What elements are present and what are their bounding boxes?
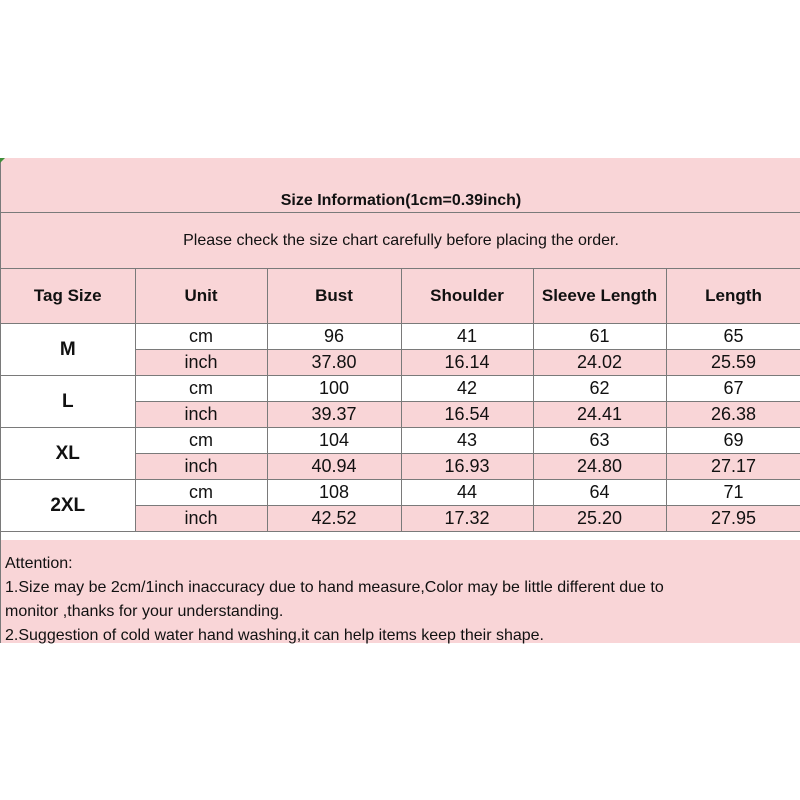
table-row xyxy=(1,480,800,506)
header-unit: Unit xyxy=(135,269,267,324)
size-label: 2XL xyxy=(1,480,135,532)
size-label: M xyxy=(1,324,135,376)
unit-cell: cm xyxy=(135,376,267,402)
unit-cell: inch xyxy=(135,506,267,532)
shoulder-cell: 16.54 xyxy=(401,402,533,428)
attention-line-2: monitor ,thanks for your understanding. xyxy=(5,603,284,620)
sleeve-length-cell: 24.41 xyxy=(533,402,666,428)
sleeve-length-cell: 64 xyxy=(533,480,666,506)
size-table xyxy=(1,269,800,532)
shoulder-cell: 43 xyxy=(401,428,533,454)
shoulder-cell: 16.14 xyxy=(401,350,533,376)
length-cell: 25.59 xyxy=(666,350,800,376)
bust-cell: 108 xyxy=(267,480,401,506)
unit-cell: cm xyxy=(135,428,267,454)
sleeve-length-cell: 63 xyxy=(533,428,666,454)
sleeve-length-cell: 61 xyxy=(533,324,666,350)
chart-title: Size Information(1cm=0.39inch) xyxy=(1,158,800,213)
bust-cell: 104 xyxy=(267,428,401,454)
table-row xyxy=(1,324,800,350)
length-cell: 26.38 xyxy=(666,402,800,428)
corner-mark xyxy=(0,158,5,163)
header-tag-size: Tag Size xyxy=(1,269,135,324)
bust-cell: 42.52 xyxy=(267,506,401,532)
shoulder-cell: 17.32 xyxy=(401,506,533,532)
size-label: XL xyxy=(1,428,135,480)
attention-line-1: 1.Size may be 2cm/1inch inaccuracy due to hand measure,Color may be little different due to xyxy=(5,579,664,596)
bust-cell: 40.94 xyxy=(267,454,401,480)
bust-cell: 96 xyxy=(267,324,401,350)
bust-cell: 39.37 xyxy=(267,402,401,428)
header-sleeve-length: Sleeve Length xyxy=(533,269,666,324)
bust-cell: 100 xyxy=(267,376,401,402)
table-row xyxy=(1,376,800,402)
unit-cell: inch xyxy=(135,402,267,428)
length-cell: 27.95 xyxy=(666,506,800,532)
shoulder-cell: 44 xyxy=(401,480,533,506)
chart-note: Please check the size chart carefully before placing the order. xyxy=(1,213,800,269)
table-row xyxy=(1,428,800,454)
length-cell: 71 xyxy=(666,480,800,506)
unit-cell: cm xyxy=(135,480,267,506)
length-cell: 69 xyxy=(666,428,800,454)
attention-heading: Attention: xyxy=(5,555,73,572)
sleeve-length-cell: 24.80 xyxy=(533,454,666,480)
unit-cell: inch xyxy=(135,350,267,376)
sleeve-length-cell: 24.02 xyxy=(533,350,666,376)
size-label: L xyxy=(1,376,135,428)
shoulder-cell: 41 xyxy=(401,324,533,350)
sleeve-length-cell: 25.20 xyxy=(533,506,666,532)
header-bust: Bust xyxy=(267,269,401,324)
header-row xyxy=(1,269,800,324)
unit-cell: cm xyxy=(135,324,267,350)
sleeve-length-cell: 62 xyxy=(533,376,666,402)
attention-line-3: 2.Suggestion of cold water hand washing,it can help items keep their shape. xyxy=(5,627,544,644)
header-shoulder: Shoulder xyxy=(401,269,533,324)
unit-cell: inch xyxy=(135,454,267,480)
length-cell: 27.17 xyxy=(666,454,800,480)
length-cell: 67 xyxy=(666,376,800,402)
shoulder-cell: 42 xyxy=(401,376,533,402)
length-cell: 65 xyxy=(666,324,800,350)
attention-notes xyxy=(1,540,800,643)
shoulder-cell: 16.93 xyxy=(401,454,533,480)
bust-cell: 37.80 xyxy=(267,350,401,376)
header-length: Length xyxy=(666,269,800,324)
size-chart xyxy=(0,158,800,643)
